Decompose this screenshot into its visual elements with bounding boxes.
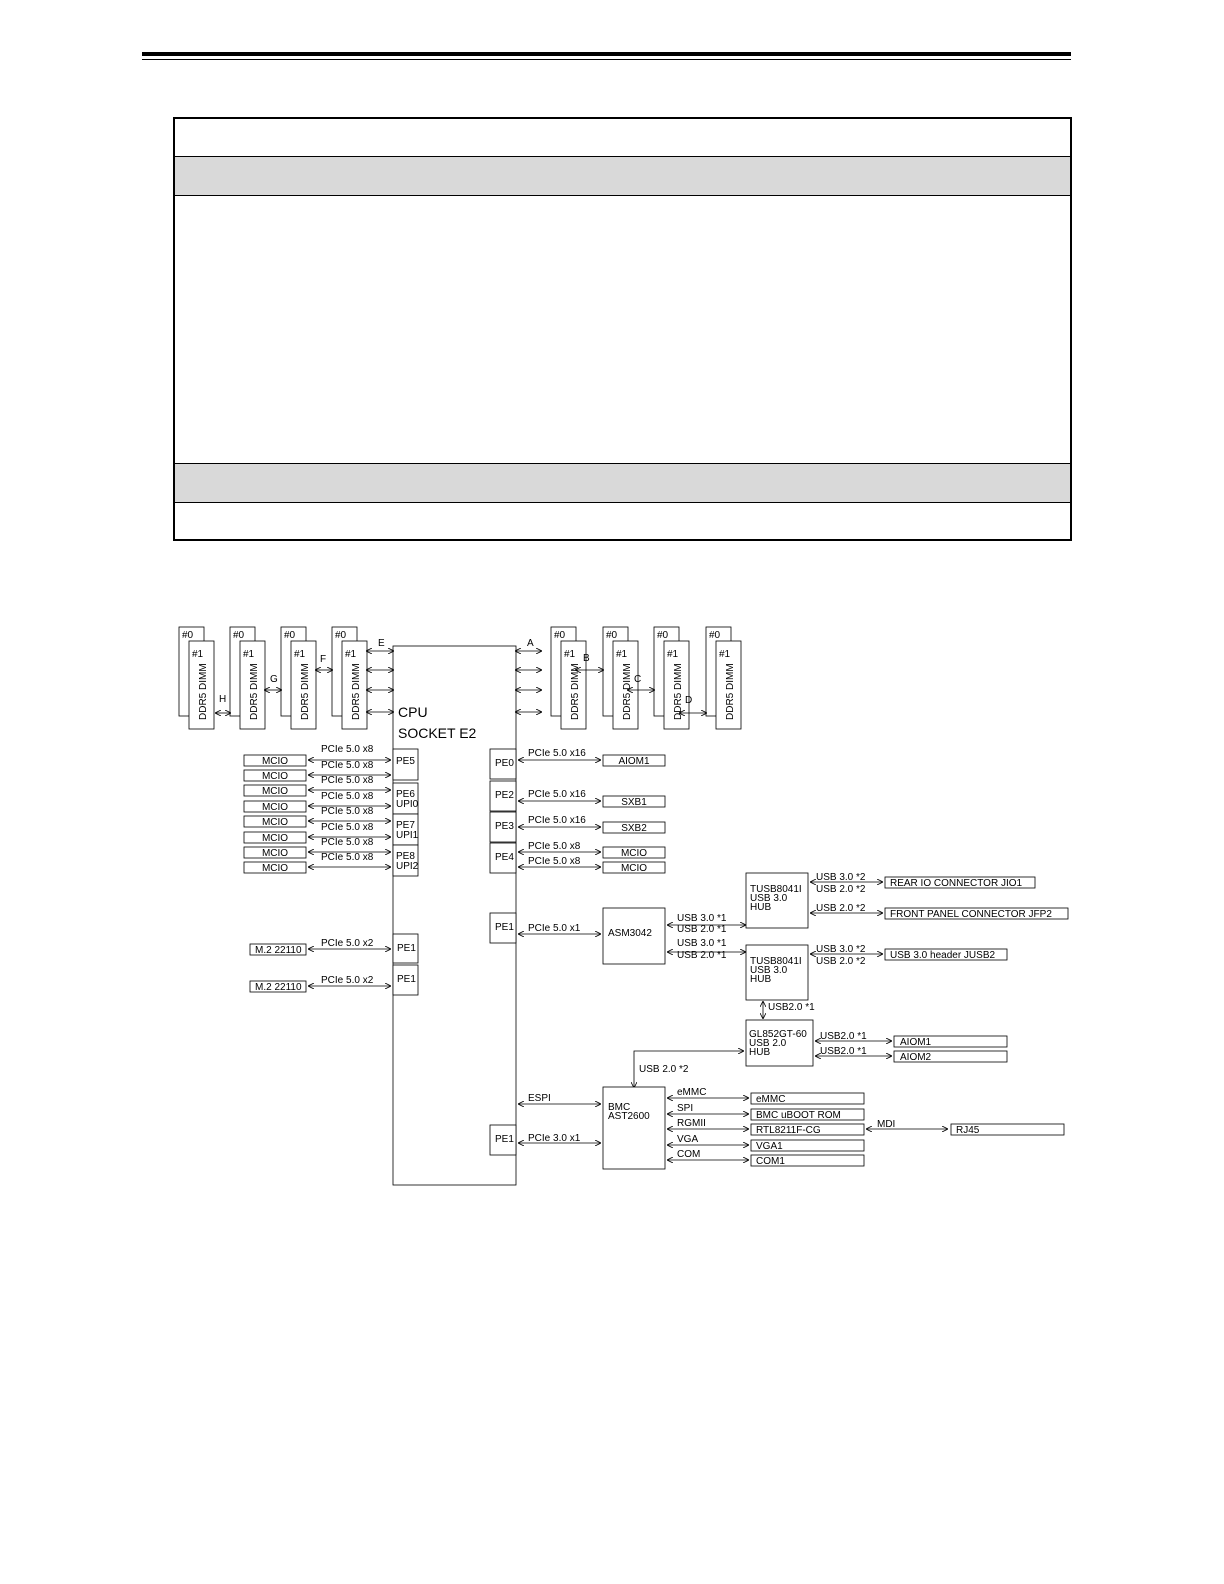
bmc-label: BMC	[608, 1102, 631, 1113]
dimm-module-label: DDR5 DIMM	[673, 663, 684, 720]
m2-label: M.2 22110	[255, 982, 302, 993]
dimm-slot-0-label: #0	[657, 630, 669, 641]
hub-chip-label: GL852GT-60	[749, 1029, 807, 1040]
dimm-slot-0-label: #0	[709, 630, 721, 641]
rear-io-label: REAR IO CONNECTOR JIO1	[890, 878, 1023, 889]
pcie-link-label: PCIe 5.0 x8	[321, 760, 374, 771]
channel-a-label: A	[527, 638, 534, 649]
usb-link-label: USB 2.0 *1	[677, 950, 727, 961]
usb-link-label: USB 3.0 *2	[816, 944, 866, 955]
dimm-slot-1-label: #1	[192, 649, 204, 660]
pcie-link-label: PCIe 5.0 x8	[528, 856, 581, 867]
pcie-link-label: PCIe 5.0 x8	[321, 775, 374, 786]
dimm-slot-1-label: #1	[564, 649, 576, 660]
port-pe8-label: PE8	[396, 851, 415, 862]
cpu-label: CPU	[398, 704, 428, 720]
com1-label: COM1	[756, 1156, 785, 1167]
hub-type-label: USB 3.0	[750, 965, 788, 976]
pcie-link-label: PCIe 5.0 x16	[528, 815, 586, 826]
channel-e-label: E	[378, 638, 385, 649]
mcio-label: MCIO	[261, 833, 289, 844]
mcio-label: MCIO	[261, 756, 289, 767]
usb-link-label: USB2.0 *1	[820, 1031, 867, 1042]
usb-link-label: USB 2.0 *1	[677, 924, 727, 935]
usb-link-label: USB 3.0 *2	[816, 872, 866, 883]
emmc-label: eMMC	[756, 1094, 786, 1105]
dimm-module-label: DDR5 DIMM	[570, 663, 581, 720]
usb-link-label: USB 2.0 *2	[816, 956, 866, 967]
dimm-slot-0-label: #0	[606, 630, 618, 641]
asm3042-label: ASM3042	[608, 928, 652, 939]
port-pe1-label: PE1	[397, 974, 416, 985]
bmc-link-label: eMMC	[677, 1087, 707, 1098]
pcie-link-label: PCIe 5.0 x8	[528, 841, 581, 852]
usb-link-label: USB2.0 *1	[768, 1002, 815, 1013]
pcie-link-label: PCIe 5.0 x8	[321, 791, 374, 802]
pcie-link-label: PCIe 5.0 x2	[321, 938, 374, 949]
pcie-link-label: PCIe 5.0 x8	[321, 822, 374, 833]
port-upi2-label: UPI2	[396, 861, 419, 872]
mcio-label: MCIO	[261, 802, 289, 813]
bmc-link-label: VGA	[677, 1134, 699, 1145]
m2-label: M.2 22110	[255, 945, 302, 956]
port-pe4-label: PE4	[495, 852, 514, 863]
hub-chip-label: TUSB8041I	[750, 956, 802, 967]
mcio-label: MCIO	[261, 771, 289, 782]
port-upi1-label: UPI1	[396, 830, 419, 841]
dimm-slot-0-label: #0	[233, 630, 245, 641]
pcie-link-label: PCIe 5.0 x8	[321, 806, 374, 817]
port-pe1-label: PE1	[397, 943, 416, 954]
dimm-slot-1-label: #1	[294, 649, 306, 660]
usb-link-label: USB 2.0 *2	[639, 1064, 689, 1075]
dimm-slot-1-label: #1	[616, 649, 628, 660]
pcie-link-label: PCIe 5.0 x8	[321, 852, 374, 863]
port-upi0-label: UPI0	[396, 799, 419, 810]
channel-b-label: B	[583, 653, 590, 664]
bmc-rom-label: BMC uBOOT ROM	[756, 1110, 841, 1121]
bmc-link-label: SPI	[677, 1103, 694, 1114]
dimm-slot-1-label: #1	[345, 649, 357, 660]
dimm-slot-0-label: #0	[554, 630, 566, 641]
hub-type-label: USB 3.0	[750, 893, 788, 904]
pcie-link-label: PCIe 5.0 x1	[528, 923, 581, 934]
dimm-module-label: DDR5 DIMM	[351, 663, 362, 720]
mcio-label: MCIO	[261, 848, 289, 859]
cpu-socket-label: SOCKET E2	[398, 725, 477, 741]
sxb2-label: SXB2	[621, 823, 647, 834]
hub-label: HUB	[750, 902, 772, 913]
front-panel-label: FRONT PANEL CONNECTOR JFP2	[890, 909, 1052, 920]
usb3-header-label: USB 3.0 header JUSB2	[890, 950, 996, 961]
channel-f-label: F	[320, 654, 327, 665]
bmc-link-label: RGMII	[677, 1118, 706, 1129]
dimm-module-label: DDR5 DIMM	[249, 663, 260, 720]
aiom2-label: AIOM2	[900, 1052, 932, 1063]
hub-chip-label: TUSB8041I	[750, 884, 802, 895]
mcio-label: MCIO	[261, 817, 289, 828]
dimm-module-label: DDR5 DIMM	[198, 663, 209, 720]
aiom1-label: AIOM1	[900, 1037, 932, 1048]
usb-link-label: USB 2.0 *2	[816, 903, 866, 914]
channel-d-label: D	[685, 695, 693, 706]
hub-label: HUB	[749, 1047, 771, 1058]
port-pe2-label: PE2	[495, 790, 514, 801]
channel-g-label: G	[270, 674, 278, 685]
usb-link-label: USB2.0 *1	[820, 1046, 867, 1057]
hub-label: HUB	[750, 974, 772, 985]
mcio-label: MCIO	[620, 863, 648, 874]
mcio-label: MCIO	[261, 786, 289, 797]
dimm-module-label: DDR5 DIMM	[300, 663, 311, 720]
usb-link-label: USB 2.0 *2	[816, 884, 866, 895]
dimm-module-label: DDR5 DIMM	[622, 663, 633, 720]
port-pe1-label: PE1	[495, 922, 514, 933]
port-pe6-label: PE6	[396, 789, 415, 800]
channel-c-label: C	[634, 674, 642, 685]
espi-label: ESPI	[528, 1093, 551, 1104]
mcio-label: MCIO	[261, 863, 289, 874]
rtl8211f-label: RTL8211F-CG	[756, 1125, 821, 1136]
channel-h-label: H	[219, 694, 227, 705]
pcie-link-label: PCIe 3.0 x1	[528, 1133, 581, 1144]
rj45-label: RJ45	[956, 1125, 980, 1136]
vga1-label: VGA1	[756, 1141, 783, 1152]
mcio-label: MCIO	[620, 848, 648, 859]
usb-link-label: USB 3.0 *1	[677, 938, 727, 949]
pcie-link-label: PCIe 5.0 x2	[321, 975, 374, 986]
port-pe0-label: PE0	[495, 758, 514, 769]
sxb1-label: SXB1	[621, 797, 647, 808]
aiom1-label: AIOM1	[618, 756, 650, 767]
dimm-module-label: DDR5 DIMM	[725, 663, 736, 720]
dimm-slot-1-label: #1	[243, 649, 255, 660]
dimm-slot-0-label: #0	[335, 630, 347, 641]
mdi-label: MDI	[877, 1119, 896, 1130]
dimm-slot-1-label: #1	[667, 649, 679, 660]
port-pe3-label: PE3	[495, 821, 514, 832]
port-pe1-label: PE1	[495, 1134, 514, 1145]
bmc-chip-label: AST2600	[608, 1111, 650, 1122]
bmc-link-label: COM	[677, 1149, 701, 1160]
port-pe7-label: PE7	[396, 820, 415, 831]
port-pe5-label: PE5	[396, 756, 415, 767]
dimm-slot-0-label: #0	[182, 630, 194, 641]
hub-type-label: USB 2.0	[749, 1038, 787, 1049]
pcie-link-label: PCIe 5.0 x16	[528, 789, 586, 800]
usb-link-label: USB 3.0 *1	[677, 913, 727, 924]
bmc-controller	[603, 1087, 665, 1169]
pcie-link-label: PCIe 5.0 x16	[528, 748, 586, 759]
pcie-link-label: PCIe 5.0 x8	[321, 837, 374, 848]
dimm-slot-0-label: #0	[284, 630, 296, 641]
dimm-slot-1-label: #1	[719, 649, 731, 660]
pcie-link-label: PCIe 5.0 x8	[321, 744, 374, 755]
